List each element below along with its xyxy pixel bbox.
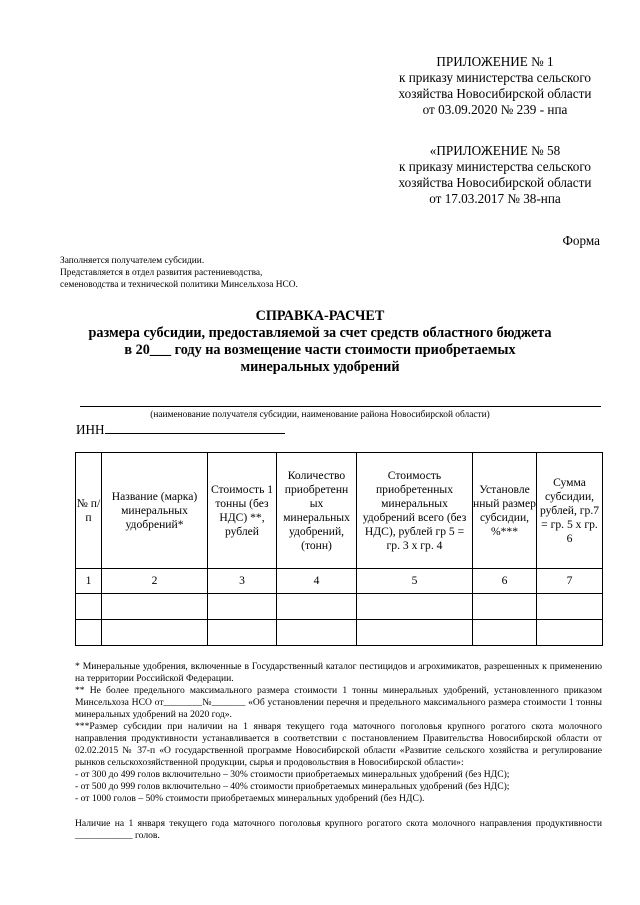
appendix-1-line: от 03.09.2020 № 239 - нпа <box>422 102 568 117</box>
header-cell: Количество приобретенн ых минеральных удобрений, (тонн) <box>277 453 357 569</box>
column-number: 4 <box>277 569 357 594</box>
header-cell: Установле нный размер субсидии, %*** <box>473 453 537 569</box>
title-line: в 20___ году на возмещение части стоимости приобретаемых <box>124 342 516 358</box>
table-cell[interactable] <box>473 620 537 646</box>
appendix-1-line: хозяйства Новосибирской области <box>398 86 592 101</box>
column-number-row <box>76 569 603 594</box>
appendix-1-line: ПРИЛОЖЕНИЕ № 1 <box>436 54 554 69</box>
table-cell[interactable] <box>277 594 357 620</box>
column-number: 7 <box>537 569 603 594</box>
fill-note: Заполняется получателем субсидии. <box>60 256 205 266</box>
title-main: СПРАВКА-РАСЧЕТ <box>255 308 385 324</box>
table-cell[interactable] <box>208 620 277 646</box>
form-label: Форма <box>562 233 600 248</box>
appendix-58-line: «ПРИЛОЖЕНИЕ № 58 <box>429 143 561 158</box>
table-cell[interactable] <box>277 620 357 646</box>
column-number: 1 <box>76 569 102 594</box>
calculation-table <box>75 452 603 646</box>
header-cell: Название (марка) минеральных удобрений* <box>102 453 208 569</box>
herd-count-statement: Наличие на 1 января текущего года маточного поголовья крупного рогатого скота молочного направления продуктивности ____________ голов. <box>75 818 602 841</box>
table-cell[interactable] <box>357 620 473 646</box>
footnote-2: ** Не более предельного максимального размера стоимости 1 тонны минеральных удобрений, установленного приказом Минсельхоза НСО от________№_______ «Об установлении перечня и предельного максимального размера стоимости 1 тонны минеральных удобрений на 2020 год». <box>75 685 602 720</box>
document-title <box>40 308 600 376</box>
column-number: 2 <box>102 569 208 594</box>
table-cell[interactable] <box>102 620 208 646</box>
fill-note: Представляется в отдел развития растениеводства, <box>60 268 263 278</box>
title-line: минеральных удобрений <box>240 359 400 375</box>
appendix-58-line: от 17.03.2017 № 38-нпа <box>429 191 561 206</box>
table-row <box>76 620 603 646</box>
footnotes <box>75 661 602 842</box>
rate-item: - от 1000 голов – 50% стоимости приобретаемых минеральных удобрений (без НДС). <box>75 793 425 804</box>
table-header-row <box>76 453 603 569</box>
footnote-3: ***Размер субсидии при наличии на 1 января текущего года маточного поголовья крупного рогатого скота молочного направления продуктивности устанавливается в соответствии с постановлением Правительства Новосибирской области от 02.02.2015 № 37-п «О государственной программе Новосибирской области «Развитие сельского хозяйства и регулирование рынков сельскохозяйственной продукции, сырья и продовольствия в Новосибирской области»: <box>75 721 602 768</box>
recipient-caption: (наименование получателя субсидии, наименование района Новосибирской области) <box>150 410 490 420</box>
inn-input-line[interactable] <box>105 421 285 434</box>
column-number: 5 <box>357 569 473 594</box>
title-line: размера субсидии, предоставляемой за счет средств областного бюджета <box>88 325 552 341</box>
table-row <box>76 594 603 620</box>
header-cell: Стоимость 1 тонны (без НДС) **, рублей <box>208 453 277 569</box>
table-cell[interactable] <box>76 594 102 620</box>
table-cell[interactable] <box>537 594 603 620</box>
header-cell: № п/п <box>76 453 102 569</box>
appendix-58-line: к приказу министерства сельского <box>398 159 592 174</box>
appendix-58-line: хозяйства Новосибирской области <box>398 175 592 190</box>
header-cell: Стоимость приобретенных минеральных удобрений всего (без НДС), рублей гр 5 = гр. 3 х гр. 4 <box>357 453 473 569</box>
appendix-1-line: к приказу министерства сельского <box>398 70 592 85</box>
appendix-58-block <box>390 143 600 207</box>
recipient-name-line[interactable] <box>80 406 601 407</box>
appendix-1-block <box>390 54 600 118</box>
table-cell[interactable] <box>208 594 277 620</box>
rate-item: - от 500 до 999 голов включительно – 40% стоимости приобретаемых минеральных удобрений (без НДС); <box>75 781 510 792</box>
rate-item: - от 300 до 499 голов включительно – 30% стоимости приобретаемых минеральных удобрений (без НДС); <box>75 769 510 780</box>
footnote-1: * Минеральные удобрения, включенные в Государственный каталог пестицидов и агрохимикатов, разрешенных к применению на территории Российской Федерации. <box>75 661 602 684</box>
table-cell[interactable] <box>76 620 102 646</box>
table-cell[interactable] <box>357 594 473 620</box>
inn-label: ИНН <box>76 422 105 437</box>
column-number: 3 <box>208 569 277 594</box>
table-cell[interactable] <box>537 620 603 646</box>
table-cell[interactable] <box>102 594 208 620</box>
header-cell: Сумма субсидии, рублей, гр.7 = гр. 5 х гр. 6 <box>537 453 603 569</box>
fill-notes <box>60 255 298 291</box>
inn-field <box>76 421 285 438</box>
fill-note: семеноводства и технической политики Минсельхоза НСО. <box>60 280 298 290</box>
table-cell[interactable] <box>473 594 537 620</box>
column-number: 6 <box>473 569 537 594</box>
